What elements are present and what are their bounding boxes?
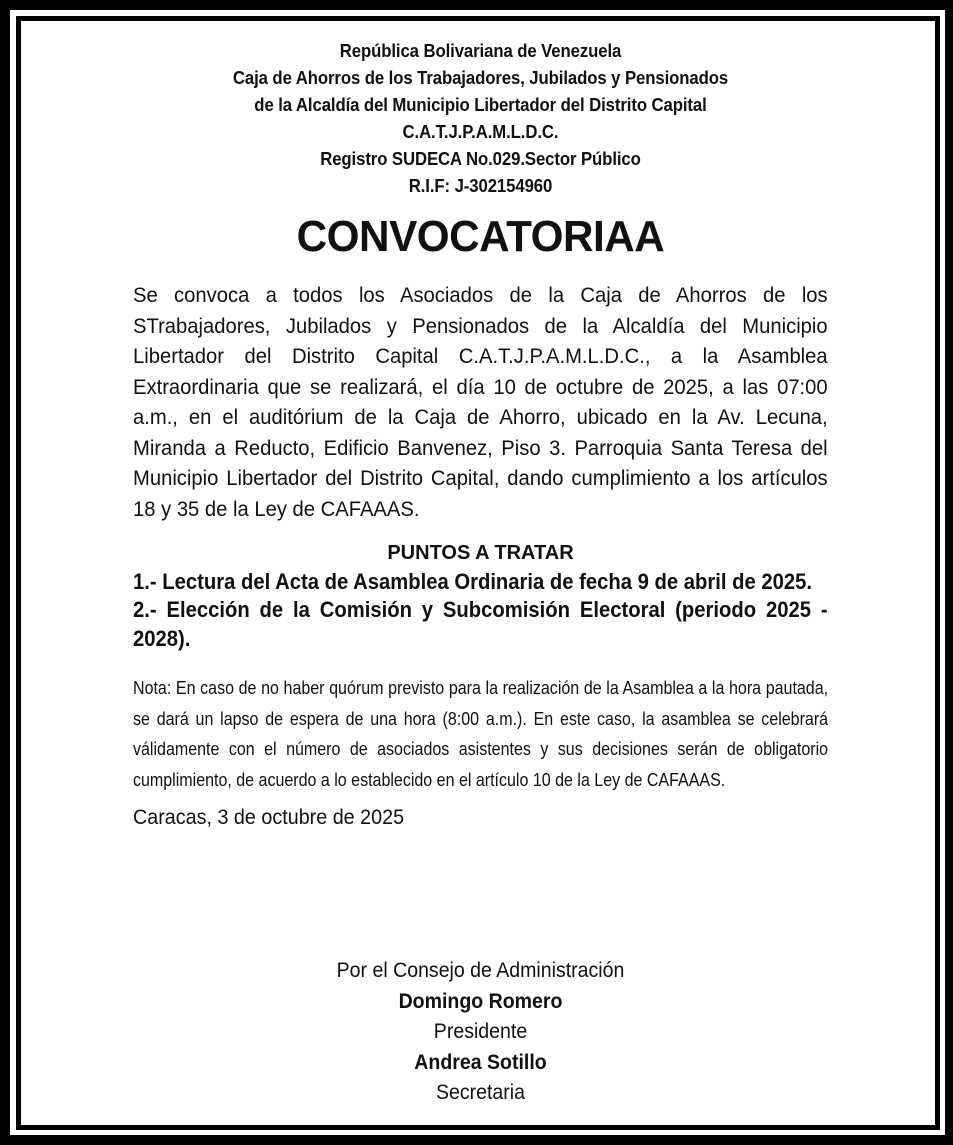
place-date: Caracas, 3 de octubre de 2025 (133, 806, 405, 829)
convocation-paragraph: Se convoca a todos los Asociados de la Caja de Ahorros de los STrabajadores, Jubilados y Pensionados de la Alcaldía del Municipio Libertador del Distrito Capital C.A.T.J.P.A.M.L.D.C., a la Asamblea Extraordinaria que se realizará, el día 10 de octubre de 2025, a las 07:00 a.m., en el auditórium de la Caja de Ahorro, ubicado en la Av. Lecuna, Miranda a Reducto, Edificio Banvenez, Piso 3. Parroquia Santa Teresa del Municipio Libertador del Distrito Capital, dando cumplimiento a los artículos 18 y 35 de la Ley de CAFAAAS. (133, 283, 828, 521)
signer-role-president: Presidente (433, 1020, 528, 1043)
letterhead (133, 38, 828, 200)
letterhead-line-acronym: C.A.T.J.P.A.M.L.D.C. (402, 122, 559, 142)
agenda-item: 1.- Lectura del Acta de Asamblea Ordinaria de fecha 9 de abril de 2025. (133, 569, 813, 594)
agenda-item: 2.- Elección de la Comisión y Subcomisión Electoral (periodo 2025 - 2028). (133, 597, 828, 651)
letterhead-line-country: República Bolivariana de Venezuela (339, 41, 622, 61)
letterhead-line-registry: Registro SUDECA No.029.Sector Público (320, 149, 641, 169)
signature-intro: Por el Consejo de Administración (336, 959, 625, 982)
document-title: CONVOCATORIAA (296, 212, 665, 261)
agenda-title: PUNTOS A TRATAR (387, 542, 574, 564)
letterhead-line-org: Caja de Ahorros de los Trabajadores, Jubilados y Pensionados (232, 68, 729, 88)
signer-name-president: Domingo Romero (398, 989, 563, 1013)
letterhead-line-rif: R.I.F: J-302154960 (408, 176, 553, 196)
signature-block (133, 956, 828, 1109)
signer-role-secretary: Secretaria (435, 1081, 526, 1104)
document-body (133, 38, 828, 833)
letterhead-line-org-cont: de la Alcaldía del Municipio Libertador del Distrito Capital (254, 95, 707, 115)
signer-name-secretary: Andrea Sotillo (414, 1050, 547, 1074)
note-paragraph: Nota: En caso de no haber quórum previsto para la realización de la Asamblea a la hora pautada, se dará un lapso de espera de una hora (8:00 a.m.). En este caso, la asamblea se celebrará válidamente con el número de asociados asistentes y sus decisiones serán de obligatorio cumplimiento, de acuerdo a lo establecido en el artículo 10 de la Ley de CAFAAAS. (133, 678, 829, 790)
